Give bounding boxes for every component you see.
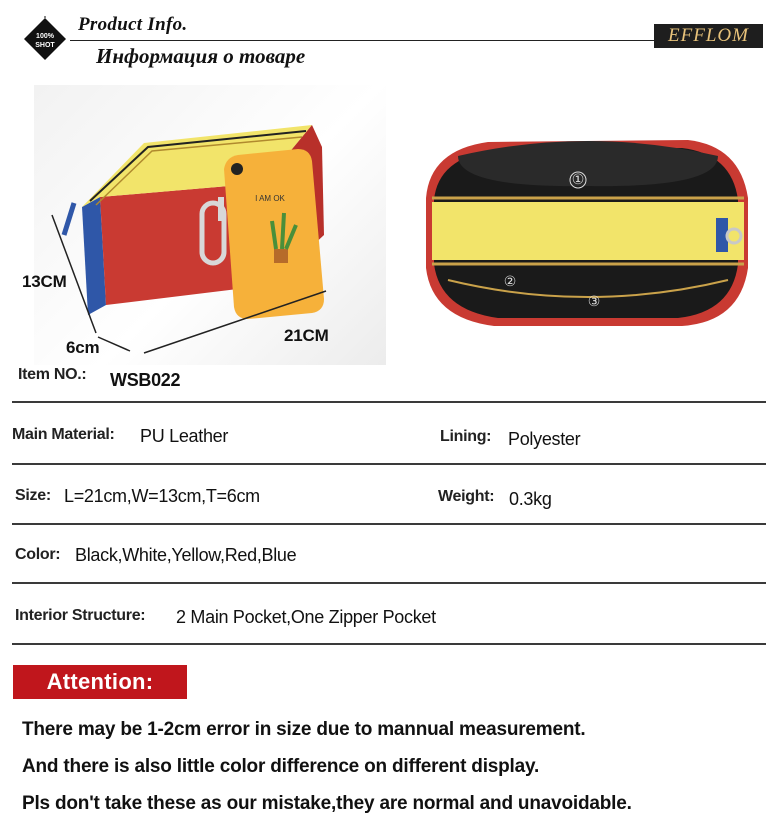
divider-line: [12, 582, 766, 584]
weight-label: Weight:: [438, 488, 495, 505]
dimension-width-label: 21CM: [284, 326, 329, 345]
pocket-label-3: ③: [587, 294, 601, 310]
shot-badge-icon: [22, 16, 68, 62]
color-value: Black,White,Yellow,Red,Blue: [75, 545, 297, 565]
product-photo-interior: [418, 128, 758, 336]
interior-structure-value: 2 Main Pocket,One Zipper Pocket: [176, 607, 436, 627]
interior-structure-label: Interior Structure:: [15, 607, 146, 624]
item-number-value: WSB022: [110, 370, 181, 390]
divider-line: [12, 401, 766, 403]
size-label: Size:: [15, 487, 51, 504]
item-number-label: Item NO.:: [18, 366, 87, 383]
product-photo-front: [34, 85, 386, 365]
weight-value: 0.3kg: [509, 489, 552, 509]
divider-line: [12, 523, 766, 525]
pocket-label-2: ②: [503, 274, 517, 290]
pocket-label-1: ①: [571, 172, 585, 188]
dimension-height-label: 13CM: [22, 272, 67, 291]
attention-note: Pls don't take these as our mistake,they are normal and unavoidable.: [22, 793, 632, 814]
lining-label: Lining:: [440, 428, 492, 445]
brand-logo: EFFLOM: [654, 24, 763, 48]
phone-case-icon: [224, 149, 324, 319]
color-label: Color:: [15, 546, 61, 563]
page-title: Product Info.: [78, 14, 188, 35]
page-subtitle: Информация о товаре: [96, 44, 306, 68]
badge-line1: 100%: [36, 33, 54, 40]
attention-note: There may be 1-2cm error in size due to mannual measurement.: [22, 719, 586, 740]
attention-note: And there is also little color difference on different display.: [22, 756, 540, 777]
size-value: L=21cm,W=13cm,T=6cm: [64, 486, 260, 506]
divider-line: [12, 463, 766, 465]
depth-dimension-line: [98, 337, 130, 351]
attention-banner: Attention:: [13, 665, 187, 699]
main-material-label: Main Material:: [12, 426, 115, 443]
dimension-depth-label: 6cm: [66, 338, 100, 357]
divider-line: [12, 643, 766, 645]
phone-case-text: I AM OK: [255, 194, 285, 203]
lining-value: Polyester: [508, 429, 581, 449]
badge-line2: SHOT: [35, 42, 55, 49]
main-material-value: PU Leather: [140, 426, 229, 446]
